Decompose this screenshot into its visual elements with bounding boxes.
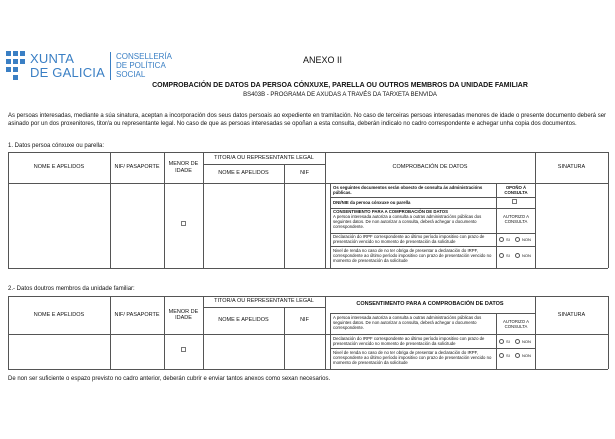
- authorize-label-2: AUTORIZO A CONSULTA: [503, 319, 529, 329]
- consent-text: A persoa interesada autoriza a consulta a outras administracións públicas dos seguintes datos. De non autorizar a consulta, deberá achegar o documento correspondente.: [333, 214, 482, 229]
- irpf-yes-label-2: SI: [506, 339, 510, 344]
- consellaria-line-3: SOCIAL: [116, 70, 146, 79]
- col-minor-header-2: MENOR DE IDADE: [168, 308, 199, 321]
- minor-checkbox[interactable]: [181, 221, 186, 226]
- annex-label: ANEXO II: [302, 55, 342, 65]
- consellaria-line-1: CONSELLERÍA: [116, 52, 173, 61]
- col-guardian-name-header: NOME E APELIDOS: [218, 170, 269, 177]
- nivel-no-radio-2[interactable]: [515, 353, 520, 358]
- col-check-header: COMPROBACIÓN DE DATOS: [392, 164, 468, 171]
- logo-text-galicia: DE GALICIA: [30, 65, 105, 80]
- irpf-no-label-2: NON: [522, 339, 531, 344]
- document-subtitle: BS403B - PROGRAMA DE AXUDAS A TRAVÉS DA TARXETA BENVIDA: [243, 92, 437, 98]
- col-consent-header-2: CONSENTIMENTO PARA A COMPROBACIÓN DE DATOS: [356, 301, 504, 308]
- nivel-yes-label-2: SI: [506, 353, 510, 358]
- col-nif-header-2: NIF/ PASAPORTE: [114, 311, 160, 318]
- irpf-no-radio[interactable]: [515, 237, 520, 242]
- authorize-label: AUTORIZO A CONSULTA: [503, 214, 529, 224]
- nivel-yes-radio-2[interactable]: [499, 353, 504, 358]
- consent-heading: CONSENTIMENTO PARA A COMPROBACIÓN DE DATOS: [333, 209, 448, 214]
- col-minor-header: MENOR DE IDADE: [168, 161, 199, 174]
- document-title: COMPROBACIÓN DE DATOS DA PERSOA CÓNXUXE, PARELLA OU OUTROS MEMBROS DA UNIDADE FAMILIAR: [152, 82, 528, 89]
- footnote: De non ser suficiente o espazo previsto no cadro anterior, deberán cubrir e enviar tantos anexos como sexan necesarios.: [8, 376, 331, 382]
- irpf-yes-radio[interactable]: [499, 237, 504, 242]
- logo-text-xunta: XUNTA: [30, 51, 75, 66]
- minor-checkbox-2[interactable]: [181, 347, 186, 352]
- nivel-text-2: Nivel de renda no caso de no ter obriga de presentar a declaración do IRPF, correspondente ao último período impositivo con prazo de presentación vencido no momento de presentación da solicitude: [333, 350, 492, 365]
- col-signature-header-2: SINATURA: [557, 311, 586, 318]
- col-name-header: NOME E APELIDOS: [33, 164, 85, 171]
- nivel-no-radio[interactable]: [515, 253, 520, 258]
- irpf-text: Declaración do IRPF correspondente ao último período impositivo con prazo de presentación vencido no momento de presentación da solicitude: [333, 234, 485, 244]
- irpf-no-radio-2[interactable]: [515, 339, 520, 344]
- col-name-header-2: NOME E APELIDOS: [33, 311, 85, 318]
- intro-paragraph: As persoas interesadas, mediante a súa sinatura, aceptan a incorporación dos seus datos persoais ao expediente en tramitación. No caso de terceiras persoas interesadas menores de idade o presente documento deberá ser asinado por un dos proxenitores, titor/a ou representante legal. No caso de que as persoas interesadas se opoñan a esta consulta, deberán indicalo no cadro correspondente e achegar unha copia dos documentos.: [8, 113, 607, 128]
- col-guardian-nif-header-2: NIF: [300, 317, 309, 324]
- col-signature-header: SINATURA: [557, 164, 586, 171]
- irpf-text-2: Declaración do IRPF correspondente ao último período impositivo con prazo de presentación vencido no momento de presentación da solicitude: [333, 336, 485, 346]
- consellaria-line-2: DE POLÍTICA: [116, 61, 166, 70]
- irpf-yes-label: SI: [506, 237, 510, 242]
- col-guardian-header: TITOR/A OU REPRESENTANTE LEGAL: [214, 154, 314, 161]
- consult-heading: Os seguintes documentos serán obxecto de consulta ás administracións públicas.: [333, 185, 483, 195]
- section-1-heading: 1. Datos persoa cónxuxe ou parella:: [8, 143, 105, 149]
- section-2-heading: 2.- Datos doutros membros da unidade familiar:: [8, 286, 135, 292]
- nivel-no-label-2: NON: [522, 353, 531, 358]
- nivel-yes-label: SI: [506, 253, 510, 258]
- col-guardian-nif-header: NIF: [300, 170, 309, 177]
- dni-label: DNI/NIE da persoa cónxuxe ou parella: [333, 200, 411, 205]
- consent-text-2: A persoa interesada autoriza a consulta a outras administracións públicas dos seguintes datos. De non autorizar a consulta, deberá achegar o documento correspondente.: [333, 315, 482, 330]
- col-nif-header: NIF/ PASAPORTE: [114, 164, 160, 171]
- oppose-dni-checkbox[interactable]: [512, 199, 517, 204]
- nivel-yes-radio[interactable]: [499, 253, 504, 258]
- irpf-no-label: NON: [522, 237, 531, 242]
- irpf-yes-radio-2[interactable]: [499, 339, 504, 344]
- oppose-label: OPOÑO Á CONSULTA: [504, 185, 528, 195]
- col-guardian-name-header-2: NOME E APELIDOS: [218, 317, 269, 324]
- nivel-text: Nivel de renda no caso de no ter obriga de presentar a declaración do IRPF, correspondente ao último período impositivo con prazo de presentación vencido no momento de presentación da solicitude: [333, 248, 492, 263]
- nivel-no-label: NON: [522, 253, 531, 258]
- col-guardian-header-2: TITOR/A OU REPRESENTANTE LEGAL: [214, 298, 314, 305]
